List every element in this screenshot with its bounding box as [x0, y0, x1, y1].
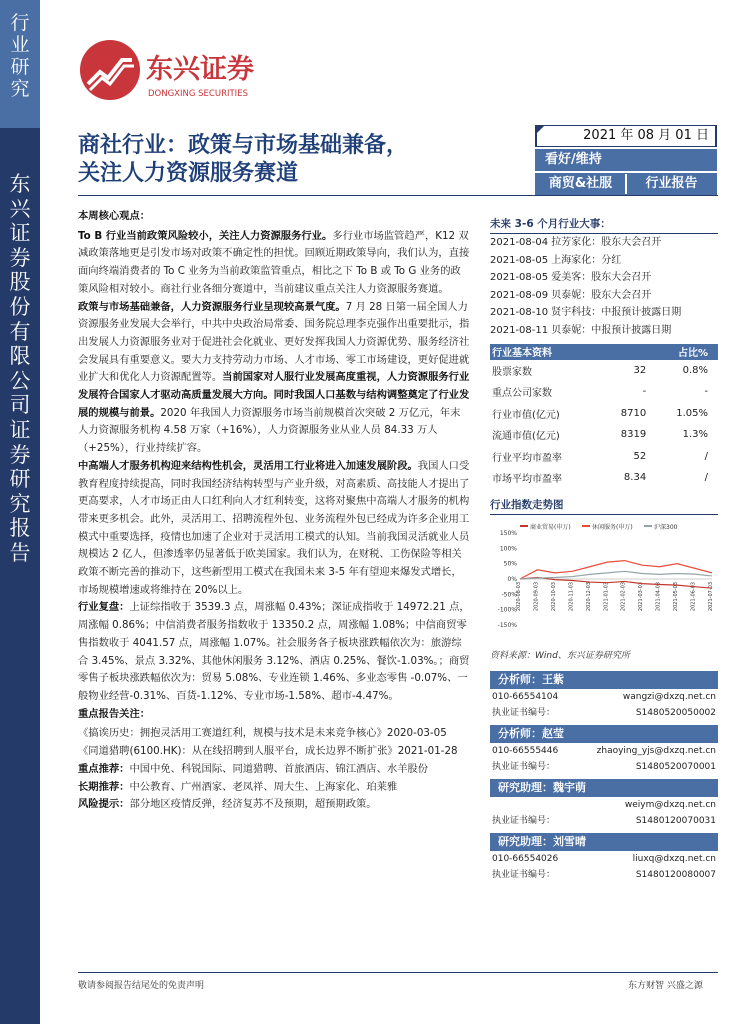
x-tick-label: 2020-10-03: [550, 581, 557, 611]
y-tick-label: -100%: [497, 606, 517, 614]
analyst-contact: 010-66554026 liuxq@dxzq.net.cn: [492, 853, 716, 864]
risk-note: 风险提示：部分地区疫情反弹，经济复苏不及预期，超预期政策。: [78, 798, 377, 811]
x-tick-label: 2021-02-03: [620, 581, 627, 611]
series-line: [520, 571, 712, 579]
basic-pct: /: [704, 450, 708, 462]
basic-row: [490, 381, 718, 403]
basic-pct: 1.3%: [682, 429, 708, 441]
x-tick-label: 2021-07-03: [708, 581, 714, 611]
basic-row: [490, 403, 718, 425]
x-tick-label: 2020-11-03: [568, 581, 575, 611]
company-logo: [78, 38, 288, 103]
event-item: 2021-08-09 贝泰妮：股东大会召开: [490, 289, 652, 301]
tag-report-type: 行业报告: [625, 174, 716, 194]
legend-label: 休闲服务(申万): [592, 523, 633, 531]
analyst-cert: 执业证书编号： S1480520070001: [492, 761, 716, 772]
y-tick-label: 0%: [507, 575, 517, 583]
analyst-name: 分析师：赵莹: [490, 725, 718, 743]
sidebar-top: [0, 0, 40, 128]
analyst-list: [490, 671, 718, 883]
series-line: [520, 560, 712, 578]
x-tick-label: 2021-06-03: [690, 581, 697, 611]
basic-title: 行业基本资料: [490, 344, 601, 360]
analyst-name: 研究助理：魏宇萌: [490, 779, 718, 797]
y-tick-label: 50%: [503, 560, 517, 568]
basic-row: [490, 467, 718, 489]
analyst-cert: 执业证书编号： S1480520050002: [492, 707, 716, 718]
x-tick-label: 2021-01-03: [603, 581, 610, 611]
legend-label: 沪深300: [654, 523, 678, 531]
paragraph-4: 行业复盘：上证综指收于 3539.3 点，周涨幅 0.43%；深证成指收于 14972.21 点，周涨幅 0.86%；中信消费者服务指数收于 13350.2 点，周涨幅 1.08%；中信商贸零售指数收于 4041.57 点，周涨幅 1.07%。社会服务各子板块涨跌幅依次为：旅游综合 3.45%、景点 3.32%、其他休闲服务 3.12%、酒店 0.25%、餐饮-1.03%。；商贸零售子板块涨跌幅依次为：贸易 5.08%、专业连锁 1.46%、多业态零售 -0.07%、一般物业经营-0.31%、百货-1.12%、专业市场-1.58%、超市-4.47%。: [78, 601, 470, 702]
basic-label: 流通市值(亿元): [492, 431, 560, 443]
chart-title: 行业指数走势图: [490, 497, 718, 515]
tag-row: [535, 173, 717, 195]
analyst-cert: 执业证书编号： S1480120080007: [492, 869, 716, 880]
basic-label: 市场平均市盈率: [492, 474, 562, 486]
title-line-1: 商社行业：政策与市场基础兼备，: [78, 133, 409, 158]
event-item: 2021-08-05 上海家化：分红: [490, 254, 622, 266]
logo-icon: [78, 38, 288, 103]
footer-slogan: 东方财智 兴盛之源: [628, 981, 703, 991]
rating-badge: 看好/维持: [535, 149, 717, 171]
legend-label: 商业贸易(申万): [530, 523, 571, 531]
index-chart: [490, 521, 718, 636]
analyst-block: [490, 833, 718, 883]
basic-row: [490, 424, 718, 446]
tag-industry: 商贸&社服: [536, 174, 625, 194]
report-title: [78, 132, 498, 188]
event-item: 2021-08-11 贝泰妮：中报预计披露日期: [490, 324, 672, 336]
basic-label: 股票家数: [492, 366, 532, 378]
basic-pct: -: [704, 386, 708, 398]
basic-value: 8319: [620, 429, 647, 441]
basic-pct: /: [704, 472, 708, 484]
sidebar: [0, 0, 40, 1024]
x-tick-label: 2021-05-03: [673, 581, 680, 611]
header-info: [535, 125, 717, 195]
report-1: 《搞诶历史：拥抱灵活用工赛道红利，规模与技术是未来竞争核心》2020-03-05: [78, 727, 447, 740]
basic-data-table: [490, 344, 718, 489]
basic-label: 行业平均市盈率: [492, 452, 562, 464]
event-item: 2021-08-10 贤宇科技：中报预计披露日期: [490, 307, 682, 319]
chart-source: 资料来源：Wind、东兴证券研究所: [490, 650, 630, 661]
right-column: [490, 216, 718, 887]
basic-row: [490, 360, 718, 382]
x-tick-label: 2021-04-03: [655, 581, 662, 611]
paragraph-1: To B 行业当前政策风险较小，关注人力资源服务行业。多行业市场监管趋严，K12 双减政策落地更是引发市场对政策不确定性的担忧。回顾近期政策导向，我们认为，直接面向终端消费者的 To C 业务为当前政策监管重点，相比之下 To B 或 To G 业务的政策风险相对较小。商社行业各细分赛道中，当前建议重点关注人力资源服务赛道。: [78, 229, 470, 295]
sidebar-company: 东兴证券股份有限公司证券研究报告: [9, 172, 31, 565]
x-tick-label: 2020-09-03: [533, 581, 540, 611]
paragraph-2: 政策与市场基础兼备，人力资源服务行业呈现较高景气度。7 月 28 日第一届全国人力资源服务业发展大会举行，中共中央政治局常委、国务院总理李克强作出重要批示，指出发展人力资源服务业对于促进社会化就业、更好发挥我国人力资源优势、服务经济社会发展具有重要意义。要大力支持劳动力市场、人才市场、零工市场建设，更好促进就业扩大和优化人力资源配置等。当前国家对人服行业发展高度重视，人力资源服务行业发展符合国家人才驱动高质量发展大方向。同时我国人口基数与结构调整奠定了行业发展的规模与前景。2020 年我国人力资源服务市场当前规模首次突破 2 万亿元，年末人力资源服务机构 4.58 万家（+16%），人力资源服务业从业人员 84.33 万人（+25%），行业持续扩容。: [78, 300, 470, 455]
events-title: 未来 3-6 个月行业大事：: [490, 216, 718, 234]
analyst-contact: 010-66555446 zhaoying_yjs@dxzq.net.cn: [492, 745, 716, 756]
title-line-2: 关注人力资源服务赛道: [78, 161, 299, 186]
logo-cn: 东兴证券: [146, 54, 254, 85]
report-2: 《同道猎聘(6100.HK)：从在线招聘到人服平台，成长边界不断扩张》2021-01-28: [78, 745, 458, 758]
event-item: 2021-08-04 拉芳家化：股东大会召开: [490, 237, 662, 248]
sidebar-category: 行业研究: [10, 12, 30, 100]
paragraph-3: 中高端人才服务机构迎来结构性机会，灵活用工行业将进入加速发展阶段。我国人口受教育程度持续提高，同时我国经济结构转型与产业升级，对高素质、高技能人才提出了更高要求，人才市场正由人口红利向人才红利转变，这将对聚焦中高端人才服务的机构带来更多机会。此外，灵活用工、招聘流程外包、业务流程外包已经成为许多企业用工模式中重要选择，疫情也加速了企业对于灵活用工模式的认知。当前我国灵活就业人员规模达 2 亿人，但渗透率仍显著低于欧美国家。我们认为，在财税、工伤保险等相关政策不断完善的推动下，这些新型用工模式在我国未来 3-5 年有望迎来爆发式增长，市场规模增速或将维持在 20%以上。: [78, 459, 470, 596]
basic-label: 行业市值(亿元): [492, 409, 560, 421]
x-tick-label: 2020-08-03: [516, 581, 522, 611]
basic-value: -: [642, 386, 647, 398]
analyst-name: 研究助理：刘雪晴: [490, 833, 718, 851]
sidebar-bottom: [0, 128, 40, 1024]
report-date: 2021 年 08 月 01 日: [535, 125, 717, 147]
header-divider: [78, 195, 718, 196]
x-tick-label: 2020-12-03: [585, 581, 592, 611]
basic-pct-header: 占比%: [650, 344, 718, 360]
analyst-contact: weiym@dxzq.net.cn: [624, 799, 716, 810]
y-tick-label: -150%: [497, 621, 517, 629]
event-item: 2021-08-05 爱美客：股东大会召开: [490, 272, 652, 284]
y-tick-label: 150%: [499, 529, 517, 537]
basic-value: 8710: [620, 407, 647, 419]
basic-row: [490, 446, 718, 468]
analyst-block: [490, 779, 718, 829]
analyst-name: 分析师：王紫: [490, 671, 718, 689]
x-tick-label: 2021-03-03: [638, 581, 645, 611]
recommend-key: 重点推荐：中国中免、科锐国际、同道猎聘、首旅酒店、锦江酒店、水羊股份: [78, 762, 429, 775]
core-title: 本周核心观点：: [78, 210, 151, 222]
analyst-cert: 执业证书编号： S1480120070031: [492, 815, 716, 826]
basic-value: 52: [633, 450, 647, 462]
recommend-long: 长期推荐：中公教育、广州酒家、老凤祥、周大生、上海家化、珀莱雅: [78, 780, 398, 793]
reports-title: 重点报告关注：: [78, 707, 151, 720]
events-list: [490, 234, 718, 340]
basic-pct: 0.8%: [682, 364, 708, 376]
basic-pct: 1.05%: [676, 407, 708, 419]
footer-divider: [78, 972, 718, 973]
footer-disclaimer: 敬请参阅报告结尾处的免责声明: [78, 981, 205, 991]
logo-en: DONGXING SECURITIES: [148, 89, 248, 99]
y-tick-label: -50%: [501, 590, 517, 598]
basic-label: 重点公司家数: [492, 388, 552, 400]
y-tick-label: 100%: [499, 544, 517, 552]
analyst-block: [490, 671, 718, 721]
main-content: [78, 208, 470, 814]
analyst-block: [490, 725, 718, 775]
basic-value: 8.34: [623, 472, 647, 484]
basic-value: 32: [633, 364, 647, 376]
analyst-contact: 010-66554104 wangzi@dxzq.net.cn: [492, 691, 716, 702]
